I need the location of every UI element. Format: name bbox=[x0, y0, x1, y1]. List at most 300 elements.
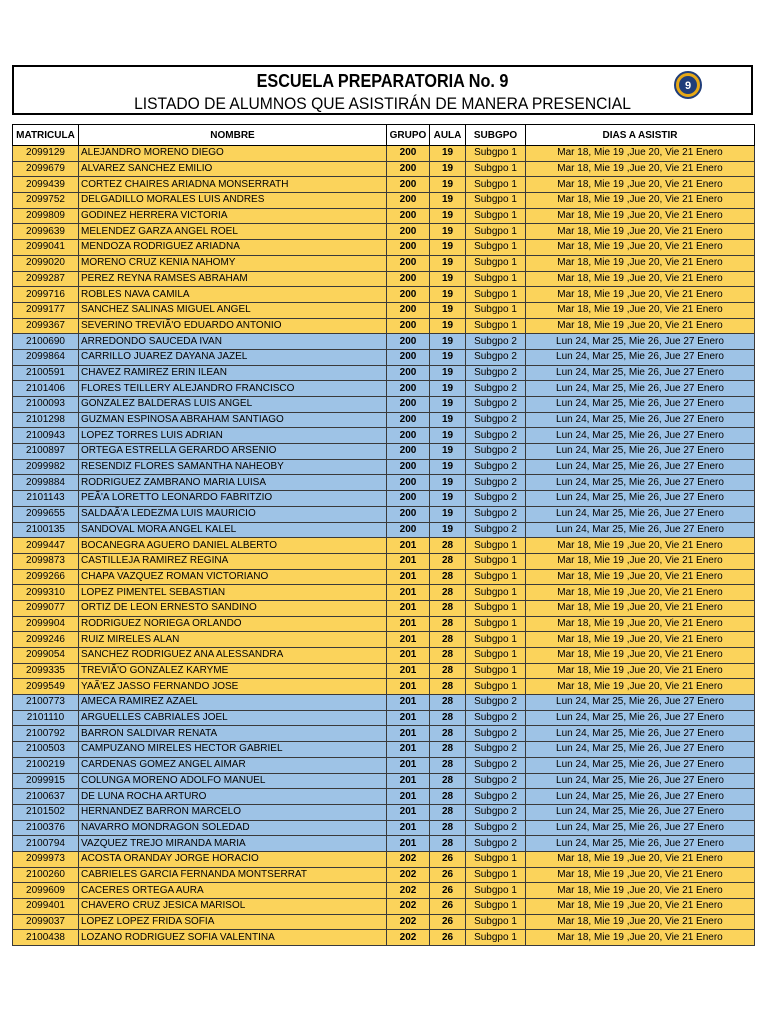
cell-dias: Lun 24, Mar 25, Mie 26, Jue 27 Enero bbox=[526, 365, 755, 381]
table-row bbox=[13, 334, 755, 350]
table-row bbox=[13, 193, 755, 209]
cell-nombre: FLORES TEILLERY ALEJANDRO FRANCISCO bbox=[79, 381, 387, 397]
cell-dias: Lun 24, Mar 25, Mie 26, Jue 27 Enero bbox=[526, 444, 755, 460]
cell-nombre: SANCHEZ RODRIGUEZ ANA ALESSANDRA bbox=[79, 648, 387, 664]
cell-nombre: CHAPA VAZQUEZ ROMAN VICTORIANO bbox=[79, 569, 387, 585]
cell-subgpo: Subgpo 2 bbox=[466, 365, 526, 381]
cell-aula: 28 bbox=[430, 585, 466, 601]
table-row bbox=[13, 679, 755, 695]
table-row bbox=[13, 459, 755, 475]
cell-nombre: CASTILLEJA RAMIREZ REGINA bbox=[79, 553, 387, 569]
cell-matricula: 2099439 bbox=[13, 177, 79, 193]
cell-grupo: 201 bbox=[387, 836, 430, 852]
cell-grupo: 200 bbox=[387, 318, 430, 334]
cell-nombre: DE LUNA ROCHA ARTURO bbox=[79, 789, 387, 805]
cell-grupo: 201 bbox=[387, 695, 430, 711]
cell-dias: Lun 24, Mar 25, Mie 26, Jue 27 Enero bbox=[526, 710, 755, 726]
cell-matricula: 2099982 bbox=[13, 459, 79, 475]
cell-aula: 28 bbox=[430, 648, 466, 664]
table-row bbox=[13, 773, 755, 789]
cell-subgpo: Subgpo 2 bbox=[466, 789, 526, 805]
cell-dias: Lun 24, Mar 25, Mie 26, Jue 27 Enero bbox=[526, 820, 755, 836]
cell-matricula: 2099809 bbox=[13, 208, 79, 224]
cell-nombre: AMECA RAMIREZ AZAEL bbox=[79, 695, 387, 711]
cell-dias: Mar 18, Mie 19 ,Jue 20, Vie 21 Enero bbox=[526, 161, 755, 177]
cell-matricula: 2099367 bbox=[13, 318, 79, 334]
column-header-aula: AULA bbox=[430, 125, 466, 146]
table-row bbox=[13, 224, 755, 240]
cell-aula: 19 bbox=[430, 208, 466, 224]
cell-dias: Mar 18, Mie 19 ,Jue 20, Vie 21 Enero bbox=[526, 146, 755, 162]
cell-subgpo: Subgpo 1 bbox=[466, 302, 526, 318]
cell-matricula: 2099037 bbox=[13, 914, 79, 930]
cell-matricula: 2099129 bbox=[13, 146, 79, 162]
cell-aula: 28 bbox=[430, 789, 466, 805]
cell-nombre: SANDOVAL MORA ANGEL KALEL bbox=[79, 522, 387, 538]
cell-nombre: MORENO CRUZ KENIA NAHOMY bbox=[79, 255, 387, 271]
cell-subgpo: Subgpo 2 bbox=[466, 381, 526, 397]
cell-matricula: 2101110 bbox=[13, 710, 79, 726]
cell-dias: Mar 18, Mie 19 ,Jue 20, Vie 21 Enero bbox=[526, 648, 755, 664]
cell-dias: Mar 18, Mie 19 ,Jue 20, Vie 21 Enero bbox=[526, 914, 755, 930]
cell-subgpo: Subgpo 2 bbox=[466, 412, 526, 428]
cell-grupo: 200 bbox=[387, 428, 430, 444]
cell-aula: 28 bbox=[430, 836, 466, 852]
table-row bbox=[13, 506, 755, 522]
cell-grupo: 200 bbox=[387, 491, 430, 507]
table-row bbox=[13, 412, 755, 428]
cell-subgpo: Subgpo 1 bbox=[466, 632, 526, 648]
table-row bbox=[13, 475, 755, 491]
cell-dias: Mar 18, Mie 19 ,Jue 20, Vie 21 Enero bbox=[526, 318, 755, 334]
cell-nombre: MELENDEZ GARZA ANGEL ROEL bbox=[79, 224, 387, 240]
cell-subgpo: Subgpo 1 bbox=[466, 193, 526, 209]
cell-aula: 28 bbox=[430, 616, 466, 632]
cell-matricula: 2099054 bbox=[13, 648, 79, 664]
cell-dias: Mar 18, Mie 19 ,Jue 20, Vie 21 Enero bbox=[526, 616, 755, 632]
cell-matricula: 2099020 bbox=[13, 255, 79, 271]
cell-matricula: 2100135 bbox=[13, 522, 79, 538]
table-body bbox=[13, 146, 755, 946]
cell-dias: Lun 24, Mar 25, Mie 26, Jue 27 Enero bbox=[526, 522, 755, 538]
cell-aula: 19 bbox=[430, 349, 466, 365]
cell-grupo: 201 bbox=[387, 773, 430, 789]
cell-nombre: SALDAÃ'A LEDEZMA LUIS MAURICIO bbox=[79, 506, 387, 522]
cell-grupo: 201 bbox=[387, 569, 430, 585]
cell-subgpo: Subgpo 1 bbox=[466, 161, 526, 177]
cell-aula: 19 bbox=[430, 302, 466, 318]
cell-dias: Lun 24, Mar 25, Mie 26, Jue 27 Enero bbox=[526, 742, 755, 758]
cell-subgpo: Subgpo 1 bbox=[466, 679, 526, 695]
cell-grupo: 201 bbox=[387, 726, 430, 742]
cell-nombre: CHAVERO CRUZ JESICA MARISOL bbox=[79, 899, 387, 915]
cell-subgpo: Subgpo 1 bbox=[466, 224, 526, 240]
cell-matricula: 2100591 bbox=[13, 365, 79, 381]
cell-aula: 19 bbox=[430, 224, 466, 240]
table-row bbox=[13, 851, 755, 867]
cell-subgpo: Subgpo 1 bbox=[466, 930, 526, 946]
cell-matricula: 2100690 bbox=[13, 334, 79, 350]
cell-aula: 19 bbox=[430, 193, 466, 209]
cell-grupo: 201 bbox=[387, 648, 430, 664]
cell-subgpo: Subgpo 2 bbox=[466, 757, 526, 773]
cell-grupo: 200 bbox=[387, 349, 430, 365]
cell-grupo: 200 bbox=[387, 522, 430, 538]
cell-aula: 19 bbox=[430, 287, 466, 303]
cell-dias: Mar 18, Mie 19 ,Jue 20, Vie 21 Enero bbox=[526, 287, 755, 303]
cell-dias: Mar 18, Mie 19 ,Jue 20, Vie 21 Enero bbox=[526, 883, 755, 899]
cell-dias: Lun 24, Mar 25, Mie 26, Jue 27 Enero bbox=[526, 459, 755, 475]
table-row bbox=[13, 914, 755, 930]
table-row bbox=[13, 365, 755, 381]
cell-aula: 28 bbox=[430, 679, 466, 695]
cell-nombre: SANCHEZ SALINAS MIGUEL ANGEL bbox=[79, 302, 387, 318]
cell-nombre: BARRON SALDIVAR RENATA bbox=[79, 726, 387, 742]
table-row bbox=[13, 208, 755, 224]
cell-dias: Mar 18, Mie 19 ,Jue 20, Vie 21 Enero bbox=[526, 851, 755, 867]
cell-dias: Mar 18, Mie 19 ,Jue 20, Vie 21 Enero bbox=[526, 585, 755, 601]
logo-number: 9 bbox=[684, 80, 692, 92]
cell-subgpo: Subgpo 2 bbox=[466, 428, 526, 444]
cell-subgpo: Subgpo 2 bbox=[466, 459, 526, 475]
cell-subgpo: Subgpo 1 bbox=[466, 616, 526, 632]
cell-nombre: ORTEGA ESTRELLA GERARDO ARSENIO bbox=[79, 444, 387, 460]
cell-aula: 28 bbox=[430, 820, 466, 836]
cell-nombre: LOPEZ LOPEZ FRIDA SOFIA bbox=[79, 914, 387, 930]
cell-nombre: RESENDIZ FLORES SAMANTHA NAHEOBY bbox=[79, 459, 387, 475]
cell-subgpo: Subgpo 1 bbox=[466, 287, 526, 303]
cell-grupo: 200 bbox=[387, 146, 430, 162]
cell-aula: 19 bbox=[430, 240, 466, 256]
cell-dias: Lun 24, Mar 25, Mie 26, Jue 27 Enero bbox=[526, 695, 755, 711]
cell-grupo: 200 bbox=[387, 459, 430, 475]
table-row bbox=[13, 930, 755, 946]
cell-subgpo: Subgpo 1 bbox=[466, 146, 526, 162]
cell-matricula: 2099884 bbox=[13, 475, 79, 491]
cell-aula: 19 bbox=[430, 428, 466, 444]
cell-matricula: 2099077 bbox=[13, 600, 79, 616]
table-row bbox=[13, 302, 755, 318]
table-row bbox=[13, 397, 755, 413]
cell-matricula: 2099716 bbox=[13, 287, 79, 303]
column-header-matricula: MATRICULA bbox=[13, 125, 79, 146]
cell-subgpo: Subgpo 1 bbox=[466, 553, 526, 569]
cell-grupo: 200 bbox=[387, 287, 430, 303]
cell-dias: Mar 18, Mie 19 ,Jue 20, Vie 21 Enero bbox=[526, 679, 755, 695]
cell-matricula: 2099655 bbox=[13, 506, 79, 522]
cell-grupo: 200 bbox=[387, 412, 430, 428]
table-row bbox=[13, 318, 755, 334]
cell-subgpo: Subgpo 2 bbox=[466, 444, 526, 460]
table-header-row bbox=[13, 125, 755, 146]
cell-matricula: 2099447 bbox=[13, 538, 79, 554]
cell-subgpo: Subgpo 1 bbox=[466, 255, 526, 271]
cell-subgpo: Subgpo 2 bbox=[466, 773, 526, 789]
cell-aula: 19 bbox=[430, 271, 466, 287]
cell-dias: Mar 18, Mie 19 ,Jue 20, Vie 21 Enero bbox=[526, 224, 755, 240]
cell-nombre: GONZALEZ BALDERAS LUIS ANGEL bbox=[79, 397, 387, 413]
cell-dias: Lun 24, Mar 25, Mie 26, Jue 27 Enero bbox=[526, 491, 755, 507]
cell-subgpo: Subgpo 1 bbox=[466, 883, 526, 899]
cell-nombre: LOZANO RODRIGUEZ SOFIA VALENTINA bbox=[79, 930, 387, 946]
cell-grupo: 200 bbox=[387, 271, 430, 287]
cell-grupo: 201 bbox=[387, 742, 430, 758]
cell-matricula: 2099752 bbox=[13, 193, 79, 209]
cell-grupo: 200 bbox=[387, 208, 430, 224]
column-header-dias: DIAS A ASISTIR bbox=[526, 125, 755, 146]
cell-grupo: 200 bbox=[387, 161, 430, 177]
cell-subgpo: Subgpo 1 bbox=[466, 867, 526, 883]
cell-grupo: 200 bbox=[387, 177, 430, 193]
cell-aula: 28 bbox=[430, 663, 466, 679]
cell-subgpo: Subgpo 2 bbox=[466, 726, 526, 742]
school-title: ESCUELA PREPARATORIA No. 9 bbox=[256, 71, 509, 91]
cell-grupo: 201 bbox=[387, 632, 430, 648]
table-row bbox=[13, 726, 755, 742]
cell-grupo: 200 bbox=[387, 444, 430, 460]
cell-nombre: CORTEZ CHAIRES ARIADNA MONSERRATH bbox=[79, 177, 387, 193]
cell-aula: 28 bbox=[430, 773, 466, 789]
cell-nombre: VAZQUEZ TREJO MIRANDA MARIA bbox=[79, 836, 387, 852]
cell-aula: 28 bbox=[430, 695, 466, 711]
cell-grupo: 201 bbox=[387, 553, 430, 569]
cell-nombre: RODRIGUEZ ZAMBRANO MARIA LUISA bbox=[79, 475, 387, 491]
cell-subgpo: Subgpo 2 bbox=[466, 804, 526, 820]
cell-aula: 19 bbox=[430, 444, 466, 460]
cell-subgpo: Subgpo 1 bbox=[466, 648, 526, 664]
cell-matricula: 2099639 bbox=[13, 224, 79, 240]
cell-subgpo: Subgpo 2 bbox=[466, 334, 526, 350]
cell-grupo: 201 bbox=[387, 820, 430, 836]
table-row bbox=[13, 569, 755, 585]
column-header-grupo: GRUPO bbox=[387, 125, 430, 146]
cell-subgpo: Subgpo 1 bbox=[466, 899, 526, 915]
cell-dias: Mar 18, Mie 19 ,Jue 20, Vie 21 Enero bbox=[526, 899, 755, 915]
cell-dias: Lun 24, Mar 25, Mie 26, Jue 27 Enero bbox=[526, 428, 755, 444]
cell-dias: Mar 18, Mie 19 ,Jue 20, Vie 21 Enero bbox=[526, 600, 755, 616]
cell-aula: 26 bbox=[430, 930, 466, 946]
cell-nombre: CACERES ORTEGA AURA bbox=[79, 883, 387, 899]
cell-subgpo: Subgpo 2 bbox=[466, 836, 526, 852]
cell-grupo: 202 bbox=[387, 930, 430, 946]
cell-matricula: 2100376 bbox=[13, 820, 79, 836]
cell-grupo: 202 bbox=[387, 883, 430, 899]
cell-dias: Lun 24, Mar 25, Mie 26, Jue 27 Enero bbox=[526, 789, 755, 805]
cell-dias: Lun 24, Mar 25, Mie 26, Jue 27 Enero bbox=[526, 397, 755, 413]
cell-nombre: LOPEZ TORRES LUIS ADRIAN bbox=[79, 428, 387, 444]
cell-subgpo: Subgpo 2 bbox=[466, 397, 526, 413]
cell-subgpo: Subgpo 1 bbox=[466, 585, 526, 601]
cell-subgpo: Subgpo 1 bbox=[466, 569, 526, 585]
cell-matricula: 2100943 bbox=[13, 428, 79, 444]
cell-nombre: RUIZ MIRELES ALAN bbox=[79, 632, 387, 648]
cell-aula: 19 bbox=[430, 318, 466, 334]
cell-aula: 19 bbox=[430, 161, 466, 177]
cell-subgpo: Subgpo 1 bbox=[466, 271, 526, 287]
cell-nombre: CARDENAS GOMEZ ANGEL AIMAR bbox=[79, 757, 387, 773]
table-row bbox=[13, 820, 755, 836]
table-row bbox=[13, 836, 755, 852]
cell-nombre: PEREZ REYNA RAMSES ABRAHAM bbox=[79, 271, 387, 287]
table-row bbox=[13, 522, 755, 538]
cell-matricula: 2100792 bbox=[13, 726, 79, 742]
cell-dias: Mar 18, Mie 19 ,Jue 20, Vie 21 Enero bbox=[526, 255, 755, 271]
cell-dias: Lun 24, Mar 25, Mie 26, Jue 27 Enero bbox=[526, 836, 755, 852]
table-row bbox=[13, 444, 755, 460]
cell-grupo: 200 bbox=[387, 365, 430, 381]
cell-grupo: 200 bbox=[387, 224, 430, 240]
cell-grupo: 201 bbox=[387, 789, 430, 805]
cell-subgpo: Subgpo 2 bbox=[466, 695, 526, 711]
cell-matricula: 2099310 bbox=[13, 585, 79, 601]
cell-matricula: 2099864 bbox=[13, 349, 79, 365]
list-title: LISTADO DE ALUMNOS QUE ASISTIRÁN DE MANERA PRESENCIAL bbox=[134, 94, 631, 113]
cell-matricula: 2099041 bbox=[13, 240, 79, 256]
table-row bbox=[13, 695, 755, 711]
cell-matricula: 2099549 bbox=[13, 679, 79, 695]
cell-dias: Mar 18, Mie 19 ,Jue 20, Vie 21 Enero bbox=[526, 553, 755, 569]
table-row bbox=[13, 146, 755, 162]
cell-aula: 26 bbox=[430, 851, 466, 867]
cell-grupo: 202 bbox=[387, 867, 430, 883]
table-row bbox=[13, 867, 755, 883]
cell-subgpo: Subgpo 1 bbox=[466, 914, 526, 930]
cell-subgpo: Subgpo 1 bbox=[466, 208, 526, 224]
cell-subgpo: Subgpo 2 bbox=[466, 820, 526, 836]
table-row bbox=[13, 600, 755, 616]
cell-subgpo: Subgpo 1 bbox=[466, 600, 526, 616]
cell-grupo: 202 bbox=[387, 851, 430, 867]
table-row bbox=[13, 883, 755, 899]
cell-matricula: 2100260 bbox=[13, 867, 79, 883]
cell-aula: 19 bbox=[430, 255, 466, 271]
cell-grupo: 201 bbox=[387, 679, 430, 695]
cell-aula: 19 bbox=[430, 459, 466, 475]
cell-dias: Mar 18, Mie 19 ,Jue 20, Vie 21 Enero bbox=[526, 177, 755, 193]
cell-matricula: 2099266 bbox=[13, 569, 79, 585]
cell-aula: 26 bbox=[430, 914, 466, 930]
cell-dias: Mar 18, Mie 19 ,Jue 20, Vie 21 Enero bbox=[526, 930, 755, 946]
cell-matricula: 2099287 bbox=[13, 271, 79, 287]
cell-dias: Lun 24, Mar 25, Mie 26, Jue 27 Enero bbox=[526, 475, 755, 491]
cell-subgpo: Subgpo 1 bbox=[466, 318, 526, 334]
column-header-nombre: NOMBRE bbox=[79, 125, 387, 146]
cell-dias: Mar 18, Mie 19 ,Jue 20, Vie 21 Enero bbox=[526, 240, 755, 256]
table-row bbox=[13, 789, 755, 805]
cell-dias: Mar 18, Mie 19 ,Jue 20, Vie 21 Enero bbox=[526, 271, 755, 287]
table-row bbox=[13, 757, 755, 773]
cell-nombre: ALEJANDRO MORENO DIEGO bbox=[79, 146, 387, 162]
table-row bbox=[13, 161, 755, 177]
cell-nombre: ACOSTA ORANDAY JORGE HORACIO bbox=[79, 851, 387, 867]
cell-aula: 19 bbox=[430, 397, 466, 413]
cell-nombre: YAÃ'EZ JASSO FERNANDO JOSE bbox=[79, 679, 387, 695]
cell-subgpo: Subgpo 2 bbox=[466, 475, 526, 491]
cell-nombre: CARRILLO JUAREZ DAYANA JAZEL bbox=[79, 349, 387, 365]
cell-aula: 19 bbox=[430, 146, 466, 162]
table-row bbox=[13, 632, 755, 648]
table-row bbox=[13, 428, 755, 444]
cell-dias: Mar 18, Mie 19 ,Jue 20, Vie 21 Enero bbox=[526, 632, 755, 648]
cell-nombre: SEVERINO TREVIÃ'O EDUARDO ANTONIO bbox=[79, 318, 387, 334]
cell-subgpo: Subgpo 1 bbox=[466, 538, 526, 554]
cell-nombre: CHAVEZ RAMIREZ ERIN ILEAN bbox=[79, 365, 387, 381]
cell-nombre: COLUNGA MORENO ADOLFO MANUEL bbox=[79, 773, 387, 789]
cell-dias: Lun 24, Mar 25, Mie 26, Jue 27 Enero bbox=[526, 349, 755, 365]
cell-grupo: 200 bbox=[387, 397, 430, 413]
cell-matricula: 2100219 bbox=[13, 757, 79, 773]
cell-dias: Mar 18, Mie 19 ,Jue 20, Vie 21 Enero bbox=[526, 867, 755, 883]
cell-aula: 28 bbox=[430, 804, 466, 820]
cell-nombre: GUZMAN ESPINOSA ABRAHAM SANTIAGO bbox=[79, 412, 387, 428]
cell-grupo: 200 bbox=[387, 302, 430, 318]
cell-aula: 28 bbox=[430, 569, 466, 585]
table-row bbox=[13, 491, 755, 507]
cell-subgpo: Subgpo 2 bbox=[466, 506, 526, 522]
table-row bbox=[13, 381, 755, 397]
cell-dias: Lun 24, Mar 25, Mie 26, Jue 27 Enero bbox=[526, 726, 755, 742]
cell-dias: Mar 18, Mie 19 ,Jue 20, Vie 21 Enero bbox=[526, 208, 755, 224]
cell-nombre: CABRIELES GARCIA FERNANDA MONTSERRAT bbox=[79, 867, 387, 883]
cell-nombre: ARGUELLES CABRIALES JOEL bbox=[79, 710, 387, 726]
cell-nombre: DELGADILLO MORALES LUIS ANDRES bbox=[79, 193, 387, 209]
cell-grupo: 201 bbox=[387, 616, 430, 632]
cell-subgpo: Subgpo 2 bbox=[466, 710, 526, 726]
cell-nombre: RODRIGUEZ NORIEGA ORLANDO bbox=[79, 616, 387, 632]
cell-matricula: 2101298 bbox=[13, 412, 79, 428]
cell-matricula: 2100897 bbox=[13, 444, 79, 460]
cell-dias: Lun 24, Mar 25, Mie 26, Jue 27 Enero bbox=[526, 757, 755, 773]
cell-dias: Mar 18, Mie 19 ,Jue 20, Vie 21 Enero bbox=[526, 302, 755, 318]
cell-aula: 28 bbox=[430, 742, 466, 758]
cell-grupo: 201 bbox=[387, 804, 430, 820]
table-row bbox=[13, 804, 755, 820]
table-row bbox=[13, 349, 755, 365]
cell-matricula: 2099679 bbox=[13, 161, 79, 177]
table-row bbox=[13, 616, 755, 632]
cell-matricula: 2099246 bbox=[13, 632, 79, 648]
cell-grupo: 200 bbox=[387, 334, 430, 350]
table-row bbox=[13, 240, 755, 256]
cell-aula: 28 bbox=[430, 710, 466, 726]
cell-nombre: ALVAREZ SANCHEZ EMILIO bbox=[79, 161, 387, 177]
column-header-subgpo: SUBGPO bbox=[466, 125, 526, 146]
cell-grupo: 201 bbox=[387, 663, 430, 679]
cell-grupo: 200 bbox=[387, 506, 430, 522]
cell-grupo: 200 bbox=[387, 255, 430, 271]
cell-grupo: 201 bbox=[387, 757, 430, 773]
cell-matricula: 2099609 bbox=[13, 883, 79, 899]
cell-matricula: 2100503 bbox=[13, 742, 79, 758]
cell-aula: 19 bbox=[430, 475, 466, 491]
cell-aula: 28 bbox=[430, 757, 466, 773]
cell-aula: 19 bbox=[430, 491, 466, 507]
cell-matricula: 2100773 bbox=[13, 695, 79, 711]
cell-aula: 26 bbox=[430, 899, 466, 915]
cell-aula: 26 bbox=[430, 867, 466, 883]
cell-subgpo: Subgpo 2 bbox=[466, 742, 526, 758]
document-header bbox=[12, 65, 753, 115]
cell-subgpo: Subgpo 1 bbox=[466, 240, 526, 256]
cell-dias: Mar 18, Mie 19 ,Jue 20, Vie 21 Enero bbox=[526, 569, 755, 585]
cell-aula: 19 bbox=[430, 177, 466, 193]
cell-dias: Lun 24, Mar 25, Mie 26, Jue 27 Enero bbox=[526, 381, 755, 397]
cell-aula: 19 bbox=[430, 522, 466, 538]
cell-subgpo: Subgpo 1 bbox=[466, 177, 526, 193]
cell-nombre: ORTIZ DE LEON ERNESTO SANDINO bbox=[79, 600, 387, 616]
table-row bbox=[13, 710, 755, 726]
cell-aula: 19 bbox=[430, 334, 466, 350]
